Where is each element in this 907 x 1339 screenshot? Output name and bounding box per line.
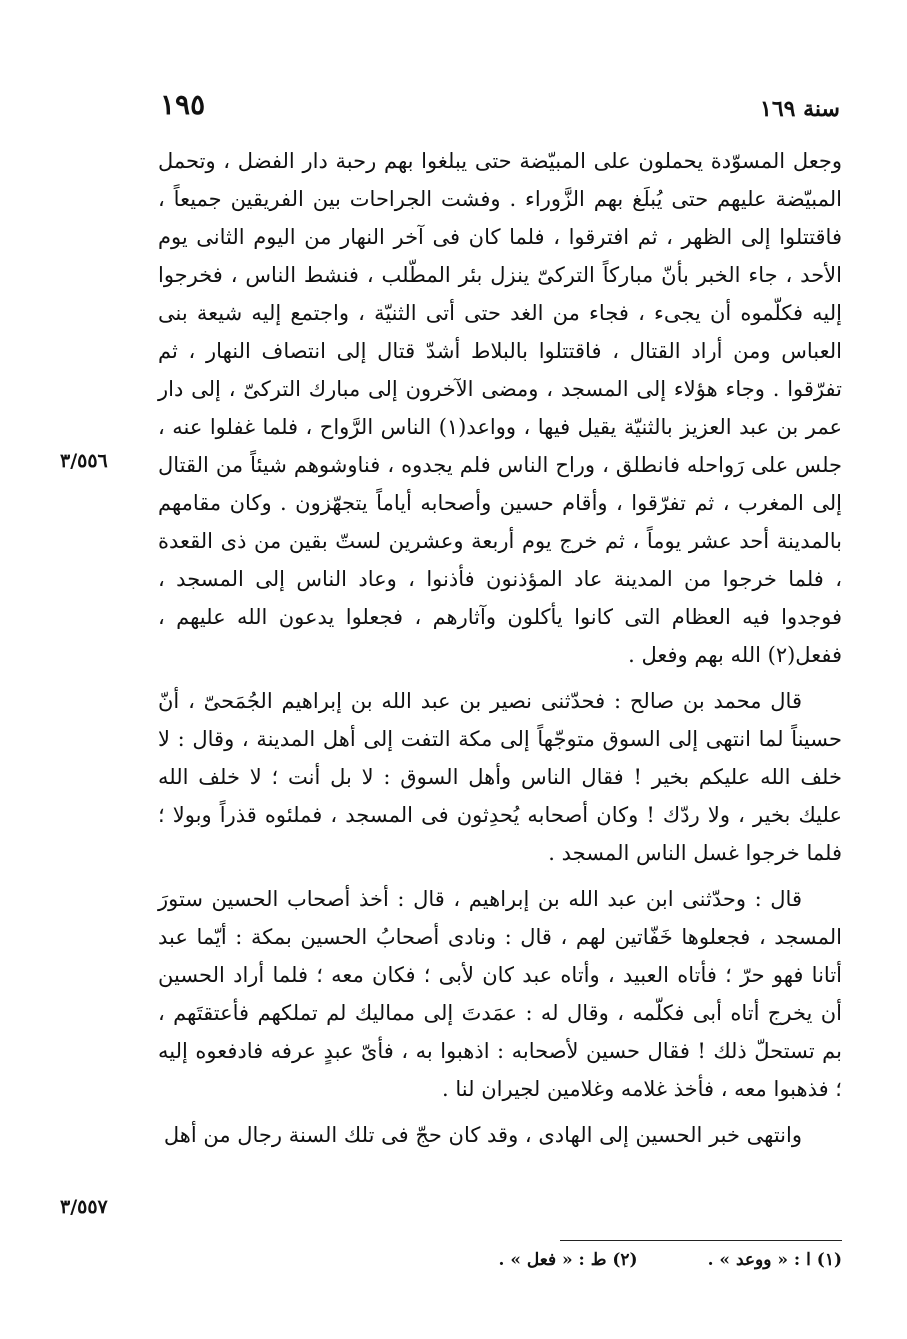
paragraph-1: وجعل المسوّدة يحملون على المبيّضة حتى يبلغوا بهم رحبة دار الفضل ، وتحمل المبيّضة عليهم حتى يُبلَغ بهم الزَّوراء . وفشت الجراحات بين الفريقين جميعاً ، فاقتتلوا إلى الظهر ، ثم افترقوا ، فلما كان فى آخر النهار من اليوم الثانى يوم الأحد ، جاء الخبر بأنّ مباركاً التركىّ ينزل بئر المطّلب ، فنشط الناس ، فخرجوا إليه فكلّموه أن يجىء ، فجاء من الغد حتى أتى الثنيّة ، واجتمع إليه شيعة بنى العباس ومن أراد القتال ، فاقتتلوا بالبلاط أشدّ قتال إلى انتصاف النهار ، ثم تفرّقوا . وجاء هؤلاء إلى المسجد ، ومضى الآخرون إلى مبارك التركىّ ، إلى دار عمر بن عبد العزيز بالثنيّة يقيل فيها ، وواعد(١) الناس الرَّواح ، فلما غفلوا عنه ، جلس على رَواحله فانطلق ، وراح الناس فلم يجدوه ، فناوشوهم شيئاً من القتال إلى المغرب ، ثم تفرّقوا ، وأقام حسين وأصحابه أياماً يتجهّزون . وكان مقامهم بالمدينة أحد عشر يوماً ، ثم خرج يوم أربعة وعشرين لستّ بقين من ذى القعدة ، فلما خرجوا من المدينة عاد المؤذنون فأذنوا ، وعاد الناس إلى المسجد ، فوجدوا فيه العظام التى كانوا يأكلون وآثارهم ، فجعلوا يدعون الله عليهم ، ففعل(٢) الله بهم وفعل . xyxy=(158,149,842,667)
running-head-year: سنة ١٦٩ xyxy=(760,96,840,122)
footnote-2: (٢) ط : « فعل » . xyxy=(498,1250,638,1270)
margin-reference-2: ٣/٥٥٧ xyxy=(60,1196,108,1218)
page-header xyxy=(160,88,840,128)
footnotes xyxy=(330,1250,842,1270)
footnote-divider xyxy=(560,1240,842,1241)
footnote-1: (١) ا : « ووعد » . xyxy=(707,1250,842,1270)
page-number: ١٩٥ xyxy=(160,88,206,121)
paragraph-3: قال : وحدّثنى ابن عبد الله بن إبراهيم ، قال : أخذ أصحاب الحسين ستورَ المسجد ، فجعلوها خَفّاتين لهم ، قال : ونادى أصحابُ الحسين بمكة : أيّما عبد أتانا فهو حرّ ؛ فأتاه العبيد ، وأتاه عبد كان لأبى ؛ فكان معه ؛ فلما أراد الحسين أن يخرج أتاه أبى فكلّمه ، وقال له : عمَدتَ إلى مماليك لم تملكهم فأعتقتَهم ، بم تستحلّ ذلك ! فقال حسين لأصحابه : اذهبوا به ، فأىّ عبدٍ عرفه فادفعوه إليه ؛ فذهبوا معه ، فأخذ غلامه وغلامين لجيران لنا . xyxy=(158,887,842,1101)
margin-reference-1: ٣/٥٥٦ xyxy=(60,450,108,472)
main-text xyxy=(158,142,842,1154)
paragraph-4: وانتهى خبر الحسين إلى الهادى ، وقد كان حجّ فى تلك السنة رجال من أهل xyxy=(163,1123,802,1147)
paragraph-2: قال محمد بن صالح : فحدّثنى نصير بن عبد الله بن إبراهيم الجُمَحىّ ، أنّ حسيناً لما انتهى إلى السوق متوجّهاً إلى مكة التفت إلى أهل المدينة ، وقال : لا خلف الله عليكم بخير ! فقال الناس وأهل السوق : لا بل أنت ؛ لا خلف الله عليك بخير ، ولا ردّك ! وكان أصحابه يُحدِثون فى المسجد ، فملئوه قذراً وبولا ؛ فلما خرجوا غسل الناس المسجد . xyxy=(158,689,842,865)
